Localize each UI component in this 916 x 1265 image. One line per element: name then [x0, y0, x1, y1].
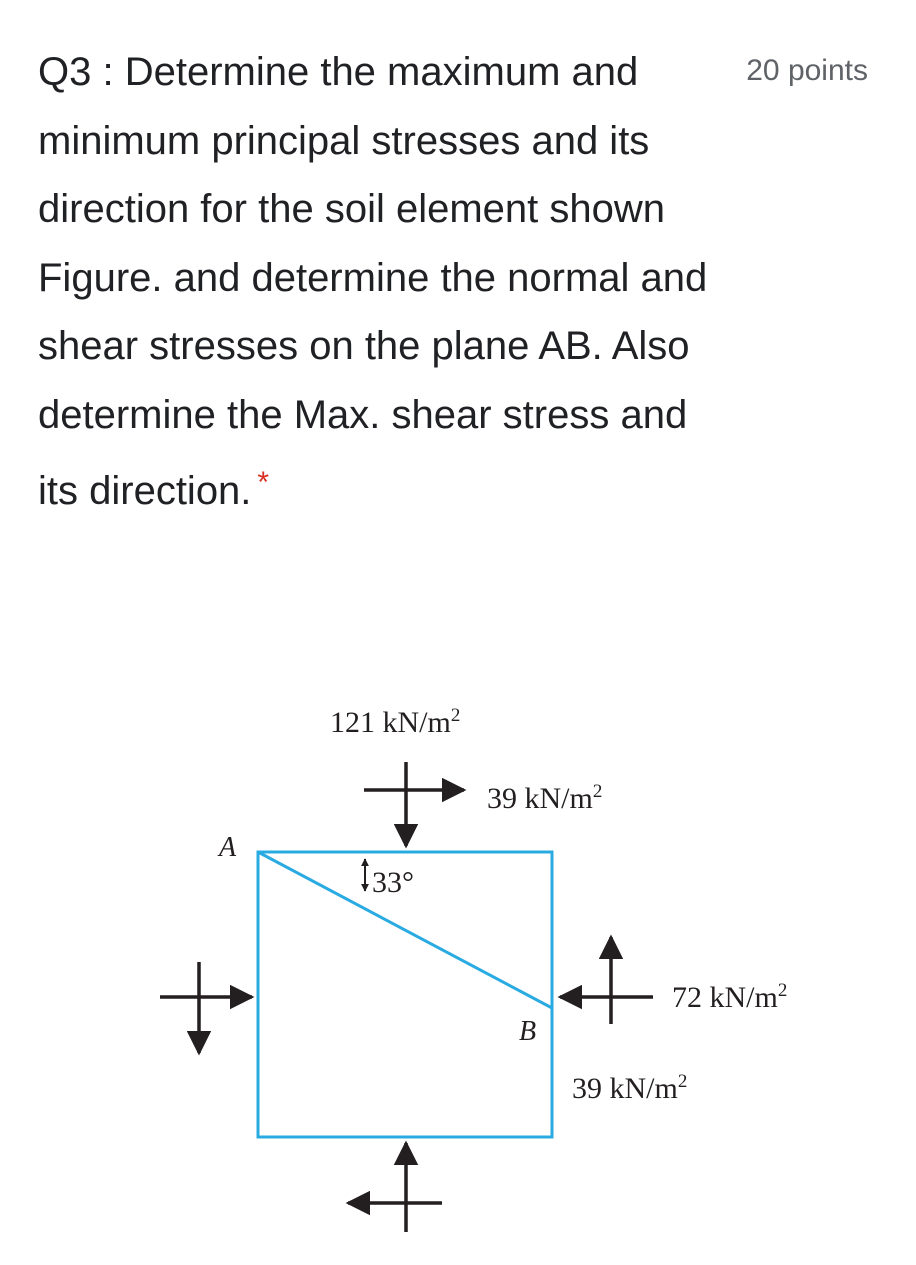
right-stress-arrows — [560, 937, 653, 1024]
left-stress-arrows — [160, 962, 252, 1053]
top-normal-stress-label: 121 $kN/m^2$ — [330, 705, 461, 739]
right-normal-stress-label: 72 $kN/m^2$ — [672, 980, 788, 1014]
label-a: A — [219, 832, 237, 863]
points-label: 20 points — [746, 54, 868, 87]
top-shear-stress-label: 39 $kN/m^2$ — [487, 781, 603, 815]
bottom-stress-arrows — [348, 1143, 442, 1232]
top-stress-arrows — [364, 762, 464, 846]
required-asterisk: * — [257, 466, 270, 499]
label-b: B — [519, 1016, 537, 1047]
question-text: Q3 : Determine the maximum and minimum principal stresses and its direction for the soil element shown Figure. and determine the normal and shear stresses on the plane AB. Also determine the Max. shear stress and its direction. — [38, 50, 708, 513]
right-shear-stress-label: 39 $kN/m^2$ — [572, 1071, 688, 1105]
angle-label: 33° — [372, 866, 414, 899]
